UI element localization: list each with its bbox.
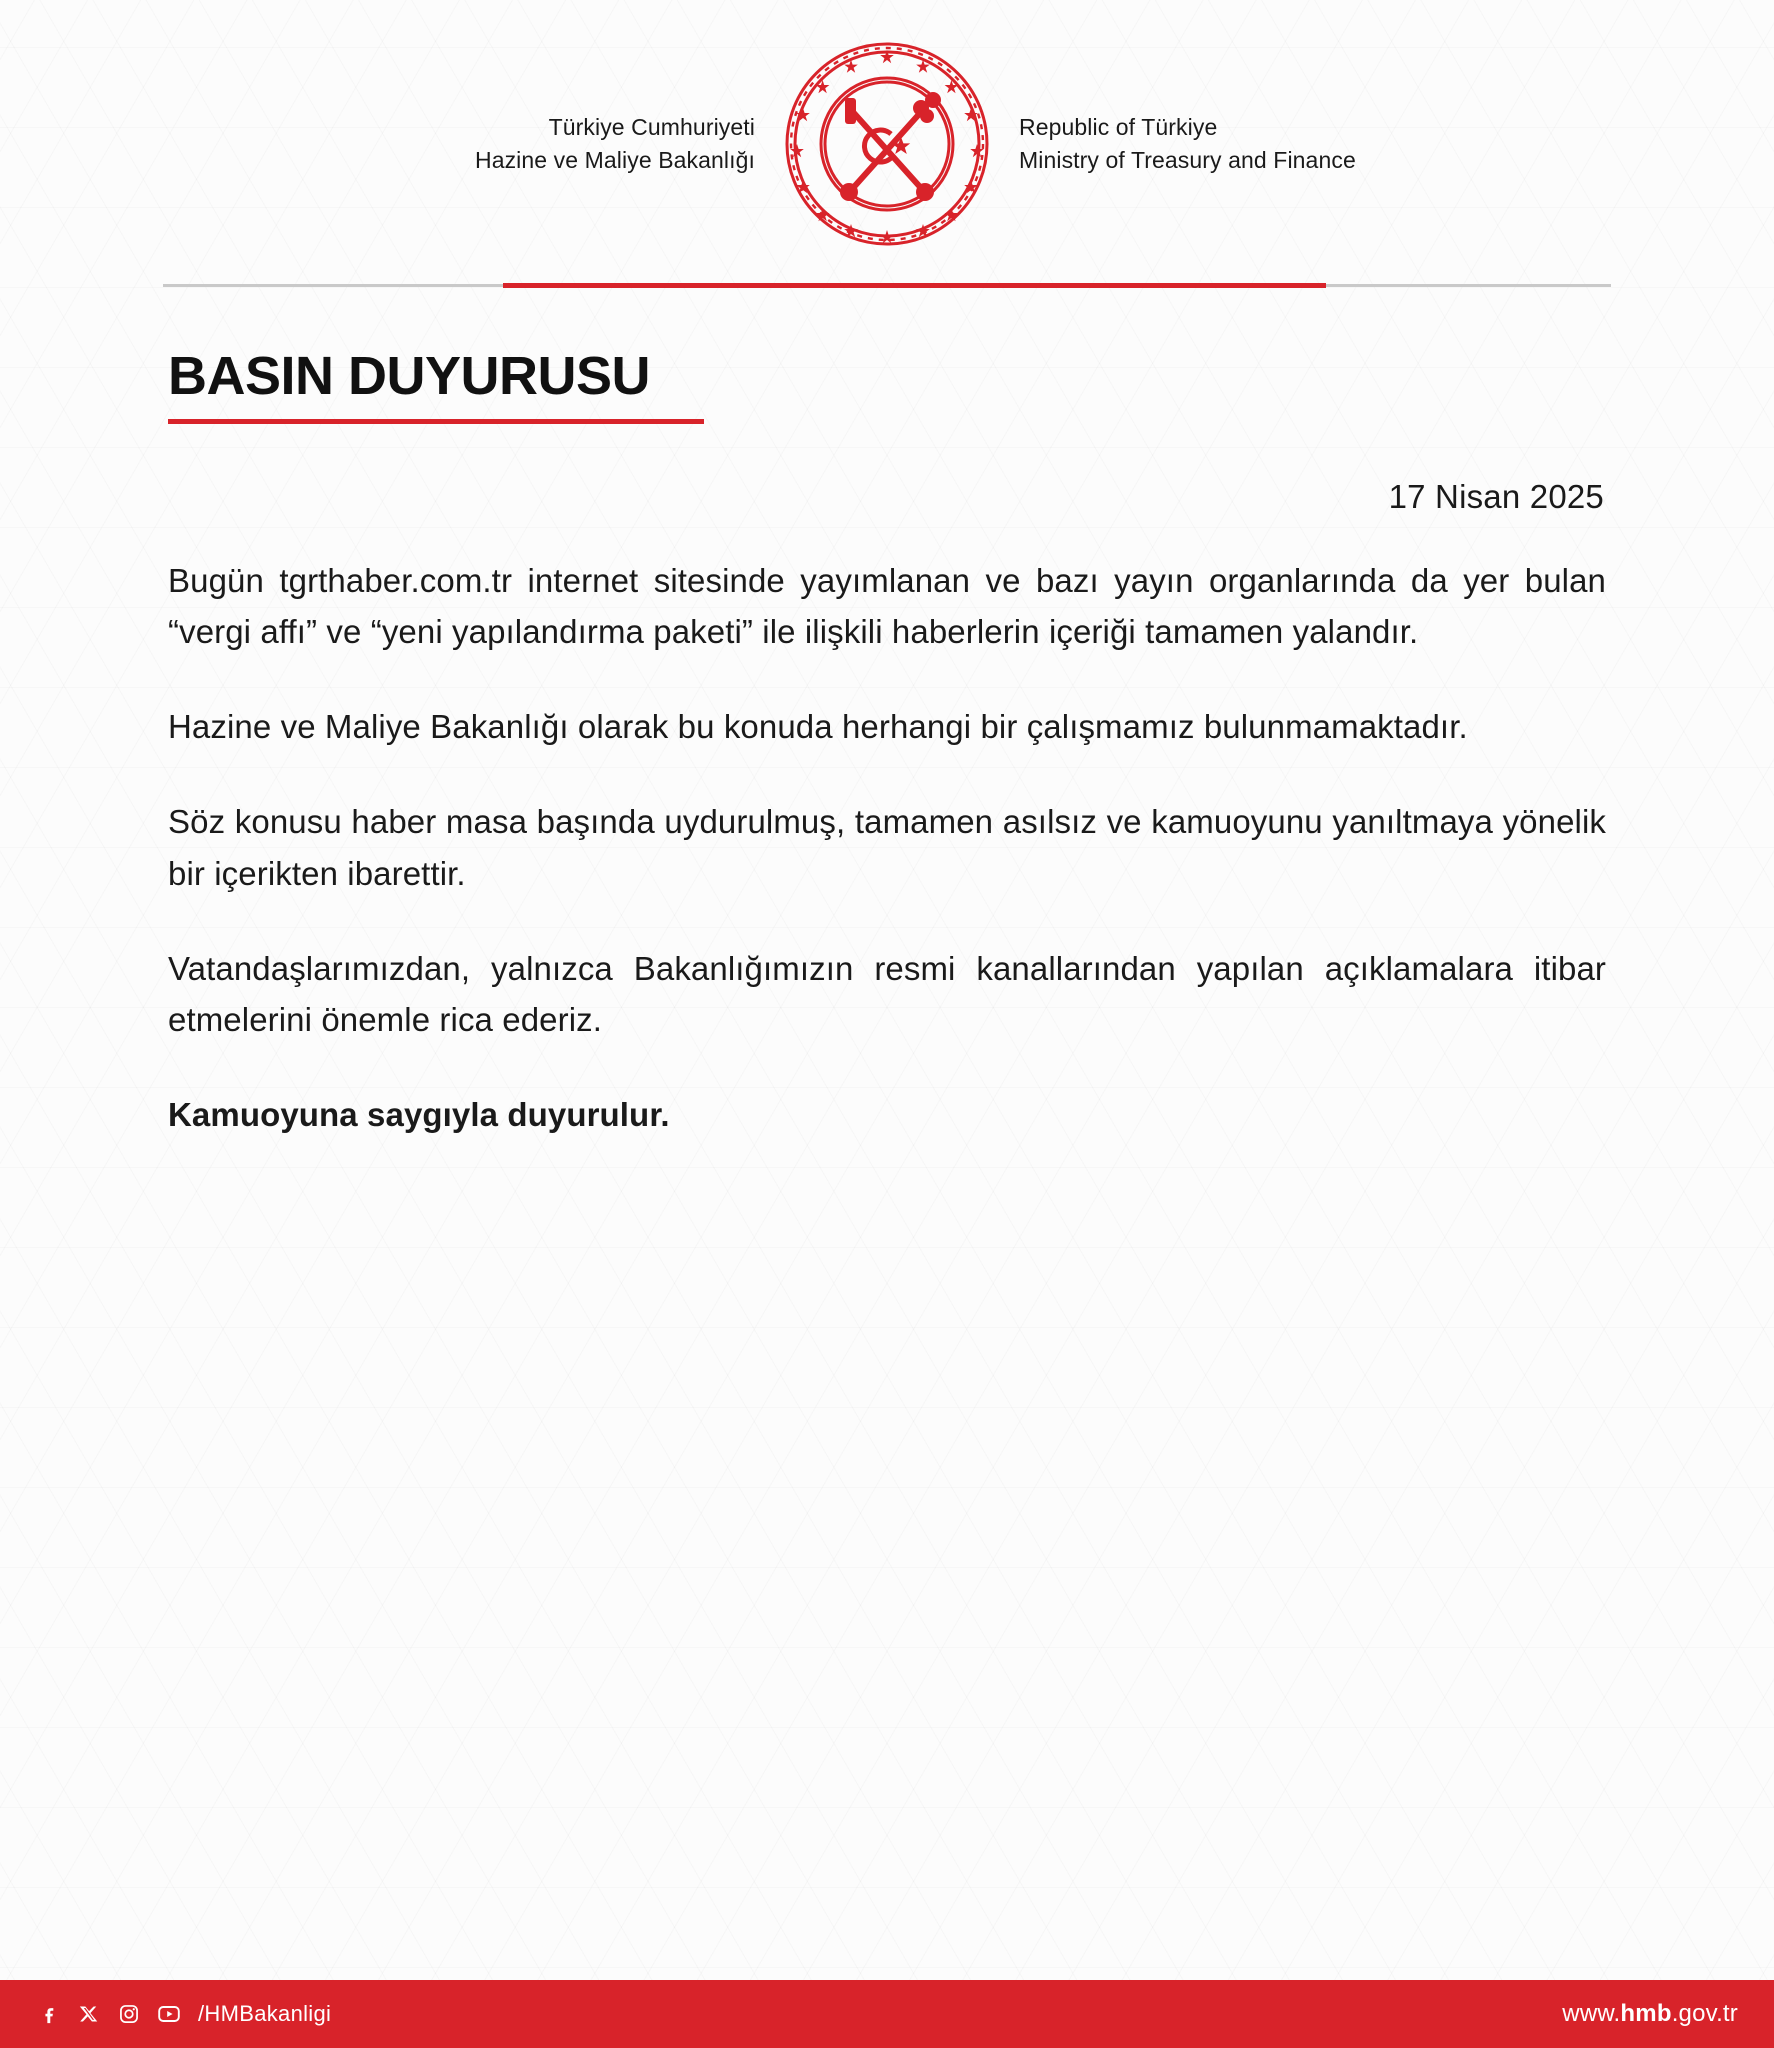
website-url[interactable] bbox=[1562, 2000, 1738, 2028]
ministry-en-line1: Republic of Türkiye bbox=[1019, 113, 1218, 140]
website-prefix: www. bbox=[1562, 2000, 1621, 2027]
page-title: BASIN DUYURUSU bbox=[168, 346, 651, 406]
paragraph-1: Bugün tgrthaber.com.tr internet sitesinde yayımlanan ve bazı yayın organlarında da yer bulan “vergi affı” ve “yeni yapılandırma paketi” ile ilişkili haberlerin içeriği tamamen yalandır. bbox=[168, 562, 1606, 651]
instagram-icon[interactable] bbox=[116, 2001, 142, 2027]
ministry-tr-line1: Türkiye Cumhuriyeti bbox=[548, 113, 755, 140]
title-underline bbox=[168, 419, 704, 424]
ministry-name-english bbox=[993, 111, 1489, 178]
closing-statement: Kamuoyuna saygıyla duyurulur. bbox=[168, 1095, 670, 1133]
divider-center-red bbox=[503, 283, 1326, 288]
paragraph-3: Söz konusu haber masa başında uydurulmuş, tamamen asılsız ve kamuoyunu yanıltmaya yönelik bir içerikten ibarettir. bbox=[168, 803, 1606, 892]
divider-left-grey bbox=[163, 284, 503, 287]
ministry-name-turkish bbox=[285, 111, 781, 178]
press-release-body bbox=[168, 555, 1606, 1140]
social-handle[interactable]: /HMBakanligi bbox=[198, 2001, 332, 2026]
youtube-icon[interactable] bbox=[156, 2001, 182, 2027]
document-footer bbox=[0, 1980, 1774, 2048]
header-divider bbox=[163, 283, 1611, 288]
paragraph-4: Vatandaşlarımızdan, yalnızca Bakanlığımızın resmi kanallarından yapılan açıklamalara itibar etmelerini önemle rica ederiz. bbox=[168, 949, 1606, 1038]
press-release-date: 17 Nisan 2025 bbox=[1388, 478, 1604, 515]
ministry-en-line2: Ministry of Treasury and Finance bbox=[1019, 147, 1356, 173]
divider-right-grey bbox=[1326, 284, 1611, 287]
title-block bbox=[168, 348, 704, 424]
x-icon[interactable] bbox=[76, 2001, 102, 2027]
paragraph-2: Hazine ve Maliye Bakanlığı olarak bu konuda herhangi bir çalışmamız bulunmamaktadır. bbox=[168, 708, 1468, 746]
website-suffix: .gov.tr bbox=[1671, 2000, 1738, 2027]
footer-social-group bbox=[36, 2001, 331, 2027]
document-header bbox=[0, 0, 1774, 270]
website-brand: hmb bbox=[1620, 2000, 1672, 2027]
state-emblem-icon bbox=[781, 38, 993, 250]
facebook-icon[interactable] bbox=[36, 2001, 62, 2027]
ministry-tr-line2: Hazine ve Maliye Bakanlığı bbox=[474, 147, 755, 173]
